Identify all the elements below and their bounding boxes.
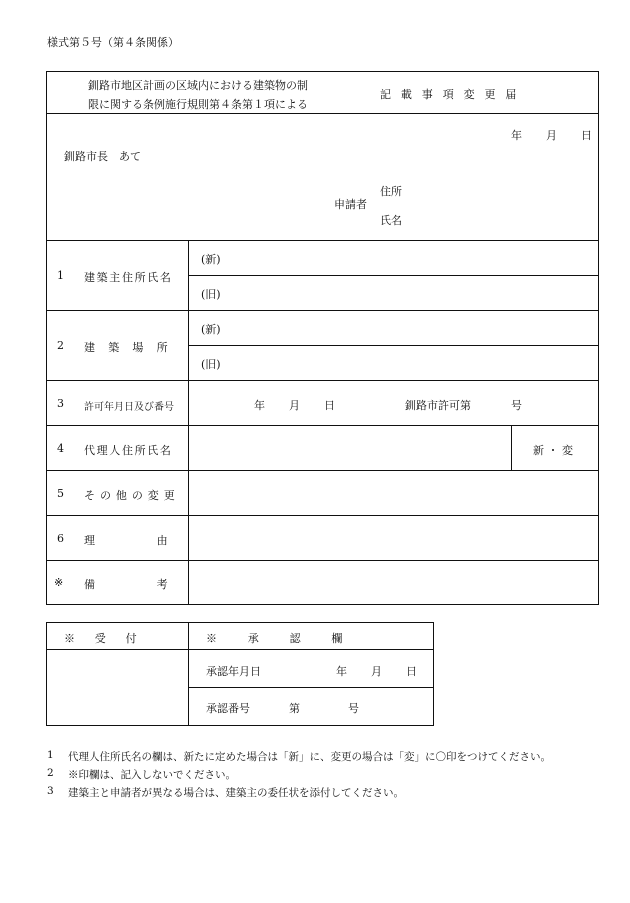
approval-month[interactable]: 月 [371, 665, 382, 678]
addressee: 釧路市長 あて [64, 150, 141, 163]
column-divider [511, 425, 512, 470]
applicant-name-label[interactable]: 氏名 [380, 214, 402, 227]
permit-number-suffix[interactable]: 号 [511, 399, 522, 412]
date-month[interactable]: 月 [546, 129, 557, 142]
city-permit-label: 釧路市許可第 [405, 399, 471, 412]
approval-day[interactable]: 日 [406, 665, 417, 678]
applicant-address-label[interactable]: 住所 [380, 185, 402, 198]
note-text: 建築主と申請者が異なる場合は、建築主の委任状を添付してください。 [68, 787, 404, 799]
divider [46, 113, 599, 114]
note-number: 3 [47, 785, 54, 797]
permit-year[interactable]: 年 [254, 399, 265, 412]
divider [46, 240, 599, 241]
date-day[interactable]: 日 [581, 129, 592, 142]
site-new-field[interactable]: (新) [201, 323, 221, 336]
divider [46, 425, 599, 426]
new-change-selector[interactable]: 新 ・ 変 [533, 444, 573, 457]
approval-date-label: 承認年月日 [206, 665, 261, 678]
receipt-label: ※受付 [64, 632, 157, 645]
regulation-line-2: 限に関する条例施行規則第４条第１項による [88, 98, 308, 111]
note-number: 1 [47, 749, 54, 761]
permit-label: 許可年月日及び番号 [84, 402, 174, 413]
site-label: 建築場所 [84, 341, 181, 354]
note-text: ※印欄は、記入しないでください。 [68, 769, 236, 781]
permit-day[interactable]: 日 [324, 399, 335, 412]
note-number: 2 [47, 767, 54, 779]
remarks-label: 備考 [84, 578, 230, 591]
approval-label: ※承認欄 [206, 632, 374, 645]
divider [46, 515, 599, 516]
owner-old-field[interactable]: (旧) [201, 288, 221, 301]
reason-label: 理由 [84, 534, 230, 547]
divider [188, 275, 599, 276]
owner-new-field[interactable]: (新) [201, 253, 221, 266]
date-year[interactable]: 年 [511, 129, 522, 142]
row-number: 5 [57, 487, 64, 500]
divider [188, 345, 599, 346]
form-title: 記載事項変更届 [380, 88, 527, 101]
divider [46, 310, 599, 311]
row-number: 1 [57, 269, 64, 282]
note-text: 代理人住所氏名の欄は、新たに定めた場合は「新」に、変更の場合は「変」に〇印をつけてください。 [68, 751, 551, 763]
divider [46, 649, 434, 650]
other-changes-label: その他の変更 [84, 489, 180, 502]
remarks-mark: ※ [54, 576, 64, 589]
row-number: 6 [57, 532, 64, 545]
row-number: 2 [57, 339, 64, 352]
regulation-line-1: 釧路市地区計画の区域内における建築物の制 [88, 79, 308, 92]
divider [46, 380, 599, 381]
column-divider [188, 622, 189, 726]
column-divider [188, 240, 189, 605]
divider [46, 470, 599, 471]
agent-label: 代理人住所氏名 [84, 444, 173, 457]
site-old-field[interactable]: (旧) [201, 358, 221, 371]
form-number: 様式第５号（第４条関係） [47, 36, 179, 49]
row-number: 4 [57, 442, 64, 455]
divider [46, 560, 599, 561]
owner-label: 建築主住所氏名 [84, 271, 173, 284]
permit-month[interactable]: 月 [289, 399, 300, 412]
approval-number-go[interactable]: 号 [348, 702, 359, 715]
applicant-label: 申請者 [334, 198, 367, 211]
approval-year[interactable]: 年 [336, 665, 347, 678]
approval-number-label: 承認番号 [206, 702, 250, 715]
row-number: 3 [57, 397, 64, 410]
divider [188, 687, 434, 688]
approval-number-dai[interactable]: 第 [289, 702, 300, 715]
